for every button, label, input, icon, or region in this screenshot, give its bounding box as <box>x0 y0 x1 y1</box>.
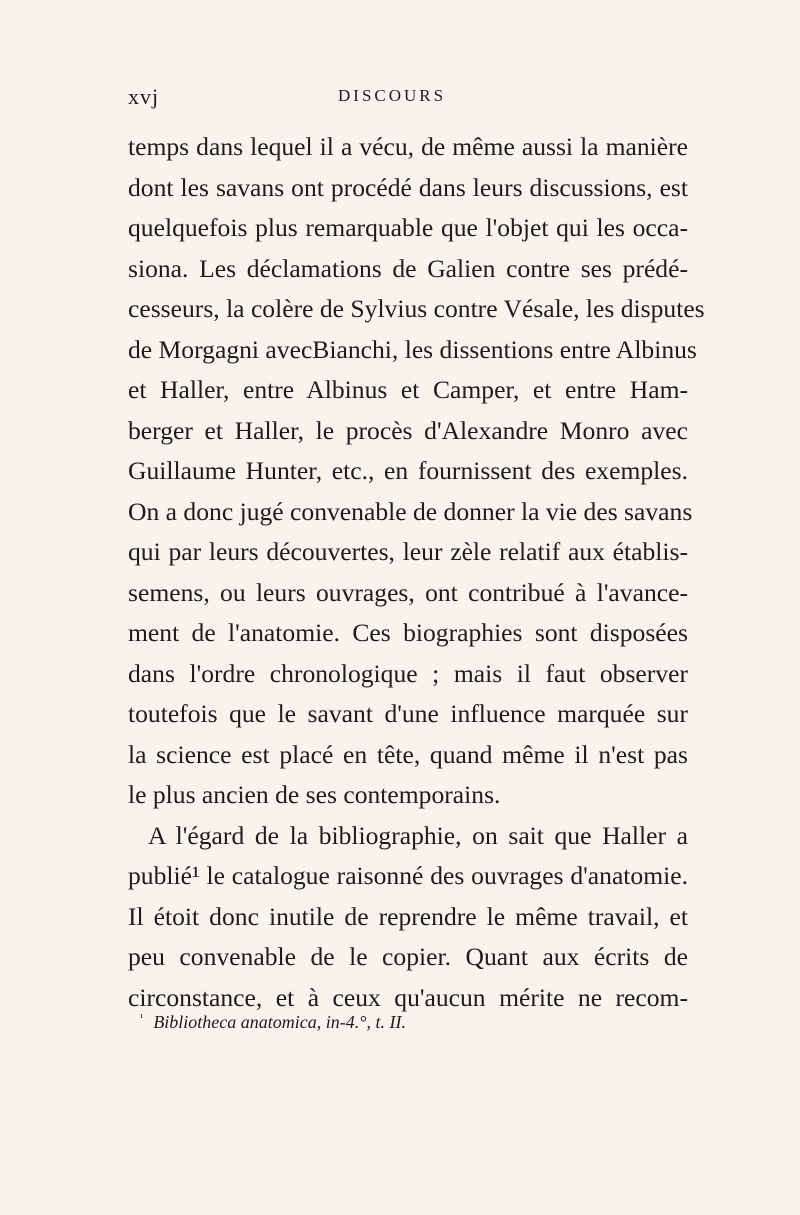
text-line: berger et Haller, le procès d'Alexandre Monro avec <box>128 415 688 445</box>
text-line: Il étoit donc inutile de reprendre le même travail, et <box>128 901 688 931</box>
text-line: On a donc jugé convenable de donner la vie des savans <box>128 496 693 526</box>
text-line: siona. Les déclamations de Galien contre ses prédé- <box>128 253 688 283</box>
text-line: Guillaume Hunter, etc., en fournissent des exemples. <box>128 456 688 485</box>
footnote <box>140 1012 406 1033</box>
text-line: publié¹ le catalogue raisonné des ouvrages d'anatomie. <box>128 861 688 890</box>
text-line: dont les savans ont procédé dans leurs discussions, est <box>128 172 688 202</box>
running-head: DISCOURS <box>338 86 447 105</box>
text-line: la science est placé en tête, quand même il n'est pas <box>128 739 688 769</box>
footnote-text: Bibliotheca anatomica, in-4.°, t. II. <box>153 1012 406 1032</box>
text-line: semens, ou leurs ouvrages, ont contribué à l'avance- <box>128 577 688 607</box>
text-line: peu convenable de le copier. Quant aux écrits de <box>128 942 688 971</box>
footnote-mark: ¹ <box>140 1012 144 1024</box>
text-line: toutefois que le savant d'une influence marquée sur <box>128 699 688 728</box>
text-line: qui par leurs découvertes, leur zèle relatif aux établis- <box>128 537 688 566</box>
text-line: temps dans lequel il a vécu, de même aussi la manière <box>128 132 688 161</box>
text-line: quelquefois plus remarquable que l'objet qui les occa- <box>128 213 688 242</box>
text-line: A l'égard de la bibliographie, on sait que Haller a <box>148 820 688 850</box>
text-line: ment de l'anatomie. Ces biographies sont disposées <box>128 618 688 647</box>
page-number: xvj <box>128 84 160 109</box>
body-text <box>128 127 705 1018</box>
text-line: de Morgagni avecBianchi, les dissentions entre Albinus <box>128 334 697 364</box>
text-line: et Haller, entre Albinus et Camper, et entre Ham- <box>128 375 688 404</box>
text-line: cesseurs, la colère de Sylvius contre Vésale, les disputes <box>128 294 705 323</box>
text-line: dans l'ordre chronologique ; mais il faut observer <box>128 658 688 688</box>
page-header <box>128 84 688 114</box>
text-line: circonstance, et à ceux qu'aucun mérite ne recom- <box>128 982 688 1012</box>
text-line: le plus ancien de ses contemporains. <box>128 780 501 809</box>
